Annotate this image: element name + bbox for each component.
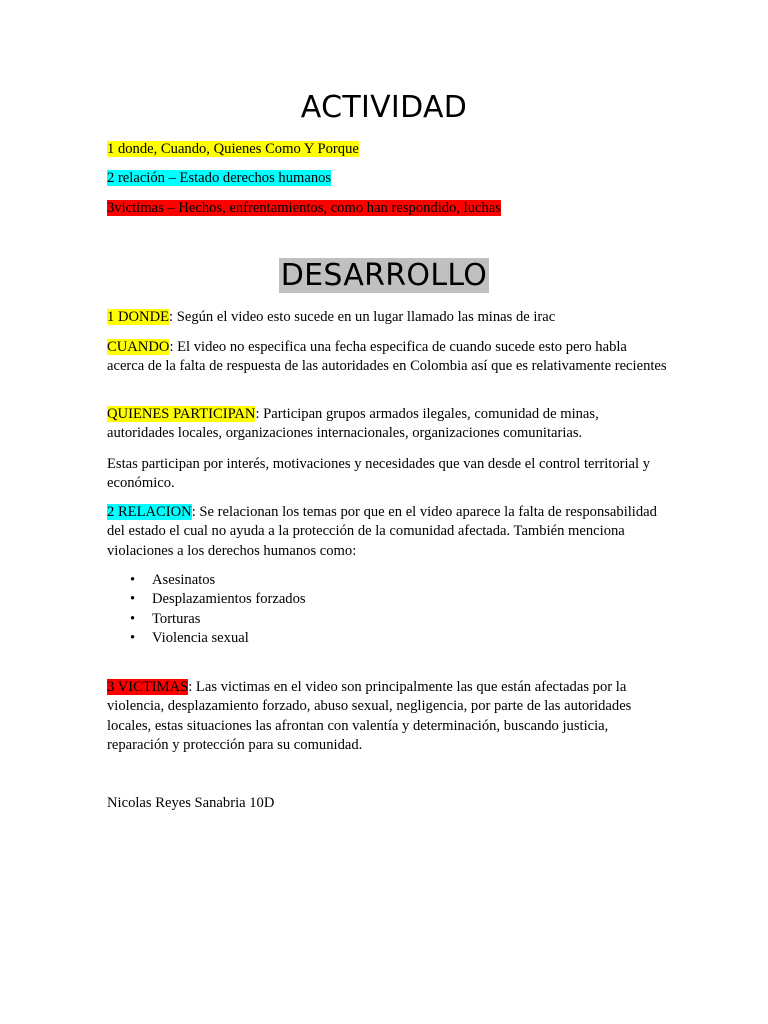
prompt-line-1	[107, 140, 667, 159]
section-title-text: DESARROLLO	[280, 258, 488, 293]
paragraph-relacion	[107, 503, 667, 561]
text-donde: : Según el video esto sucede en un lugar llamado las minas de irac	[169, 309, 556, 325]
paragraph-estas	[107, 455, 667, 494]
list-item-text: Torturas	[152, 610, 201, 627]
text-victimas: : Las victimas en el video son principalmente las que están afectadas por la violencia, desplazamiento forzado, abuso sexual, negligencia, por parte de las autoridades locales, estas situaciones las afrontan con valentía y determinación, buscando justicia, reparación y protección para su comunidad.	[107, 679, 632, 754]
label-quienes: QUIENES PARTICIPAN	[107, 406, 256, 422]
violations-list	[107, 571, 647, 649]
label-relacion: 2 RELACION	[107, 504, 192, 520]
text-cuando: : El video no especifica una fecha especifica de cuando sucede esto pero habla acerca de la falta de respuesta de las autoridades en Colombia así que es relativamente recientes	[107, 339, 667, 375]
label-victimas: 3 VICTIMAS	[107, 679, 189, 695]
list-item	[107, 629, 647, 648]
list-item	[107, 610, 647, 629]
paragraph-cuando	[107, 338, 667, 377]
list-item-text: Violencia sexual	[152, 630, 249, 647]
paragraph-victimas	[107, 678, 667, 756]
author-name: Nicolas Reyes Sanabria 10D	[107, 795, 275, 811]
paragraph-donde	[107, 308, 667, 327]
list-item-text: Desplazamientos forzados	[152, 591, 306, 608]
section-title	[0, 256, 768, 296]
prompt-text-3: 3victimas – Hechos, enfrentamientos, como han respondido, luchas	[107, 200, 501, 216]
bullet-marker: •	[130, 591, 136, 608]
list-item	[107, 590, 647, 609]
bullet-marker: •	[130, 630, 136, 647]
list-item	[107, 571, 647, 590]
bullet-marker: •	[130, 610, 136, 627]
prompt-text-1: 1 donde, Cuando, Quienes Como Y Porque	[107, 141, 359, 157]
paragraph-quienes	[107, 405, 667, 444]
prompt-line-3	[107, 199, 667, 218]
author-line	[107, 794, 667, 813]
page-title-text: ACTIVIDAD	[300, 90, 468, 125]
page-title	[0, 88, 768, 128]
label-cuando: CUANDO	[107, 339, 170, 355]
prompt-text-2: 2 relación – Estado derechos humanos	[107, 170, 332, 186]
list-item-text: Asesinatos	[152, 572, 216, 588]
text-relacion: : Se relacionan los temas por que en el video aparece la falta de responsabilidad del estado el cual no ayuda a la protección de la comunidad afectada. También menciona violaciones a los derechos humanos como:	[107, 504, 657, 559]
text-quienes: : Participan grupos armados ilegales, comunidad de minas, autoridades locales, organizaciones internacionales, organizaciones comunitarias.	[107, 406, 599, 442]
bullet-marker: •	[130, 572, 136, 588]
prompt-line-2	[107, 169, 667, 188]
label-donde: 1 DONDE	[107, 309, 170, 325]
text-estas: Estas participan por interés, motivaciones y necesidades que van desde el control territorial y económico.	[107, 456, 651, 492]
